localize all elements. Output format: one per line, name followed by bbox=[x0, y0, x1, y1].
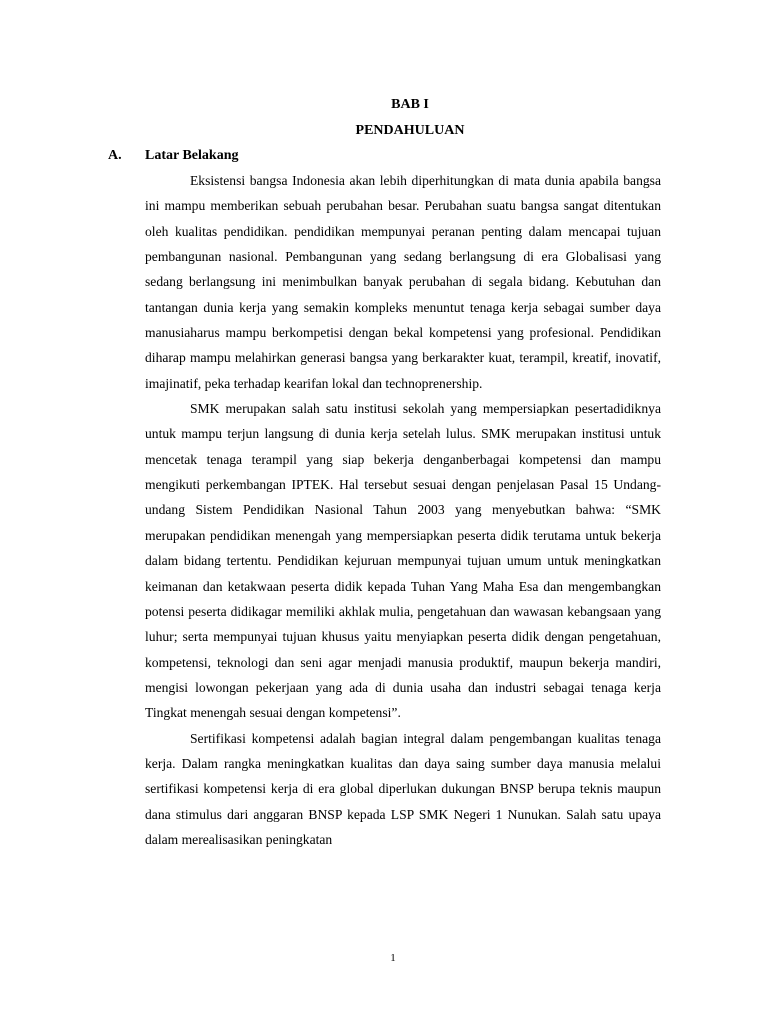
paragraph-2: SMK merupakan salah satu institusi sekolah yang mempersiapkan pesertadidiknya untuk mampu terjun langsung di dunia kerja setelah lulus. SMK merupakan institusi untuk mencetak tenaga terampil yang siap bekerja denganberbagai kompetensi dan mampu mengikuti perkembangan IPTEK. Hal tersebut sesuai dengan penjelasan Pasal 15 Undang-undang Sistem Pendidikan Nasional Tahun 2003 yang menyebutkan bahwa: “SMK merupakan pendidikan menengah yang mempersiapkan peserta didik terutama untuk bekerja dalam bidang tertentu. Pendidikan kejuruan mempunyai tujuan umum untuk meningkatkan keimanan dan ketakwaan peserta didik kepada Tuhan Yang Maha Esa dan mengembangkan potensi peserta didikagar memiliki akhlak mulia, pengetahuan dan wawasan kebangsaan yang luhur; serta mempunyai tujuan khusus yaitu menyiapkan peserta didik dengan pengetahuan, kompetensi, teknologi dan seni agar menjadi manusia produktif, maupun bekerja mandiri, mengisi lowongan pekerjaan yang ada di dunia usaha dan industri sebagai tenaga kerja Tingkat menengah sesuai dengan kompetensi”. bbox=[145, 401, 661, 721]
paragraph-1: Eksistensi bangsa Indonesia akan lebih diperhitungkan di mata dunia apabila bangsa ini mampu memberikan sebuah perubahan besar. Perubahan suatu bangsa sangat ditentukan oleh kualitas pendidikan. pendidikan mempunyai peranan penting dalam mencapai tujuan pembangunan nasional. Pembangunan yang sedang berlangsung di era Globalisasi yang sedang berlangsung ini menimbulkan banyak perubahan di segala bidang. Kebutuhan dan tantangan dunia kerja yang semakin kompleks menuntut tenaga kerja sebagai sumber daya manusiaharus mampu berkompetisi dengan bekal kompetensi yang profesional. Pendidikan diharap mampu melahirkan generasi bangsa yang berkarakter kuat, terampil, kreatif, inovatif, imajinatif, peka terhadap kearifan lokal dan technoprenership. bbox=[145, 173, 661, 391]
chapter-number: BAB I bbox=[391, 97, 429, 112]
paragraph-3: Sertifikasi kompetensi adalah bagian integral dalam pengembangan kualitas tenaga kerja. Dalam rangka meningkatkan kualitas dan daya saing sumber daya manusia melalui sertifikasi kompetensi kerja di era global diperlukan dukungan BNSP berupa teknis maupun dana stimulus dari anggaran BNSP kepada LSP SMK Negeri 1 Nunukan. Salah satu upaya dalam merealisasikan peningkatan bbox=[145, 730, 661, 847]
section-marker: A. bbox=[108, 148, 122, 163]
chapter-title: PENDAHULUAN bbox=[355, 123, 465, 138]
page-number: 1 bbox=[390, 952, 396, 964]
section-title: Latar Belakang bbox=[145, 148, 239, 163]
body-text bbox=[145, 168, 661, 852]
section-heading bbox=[108, 147, 238, 165]
